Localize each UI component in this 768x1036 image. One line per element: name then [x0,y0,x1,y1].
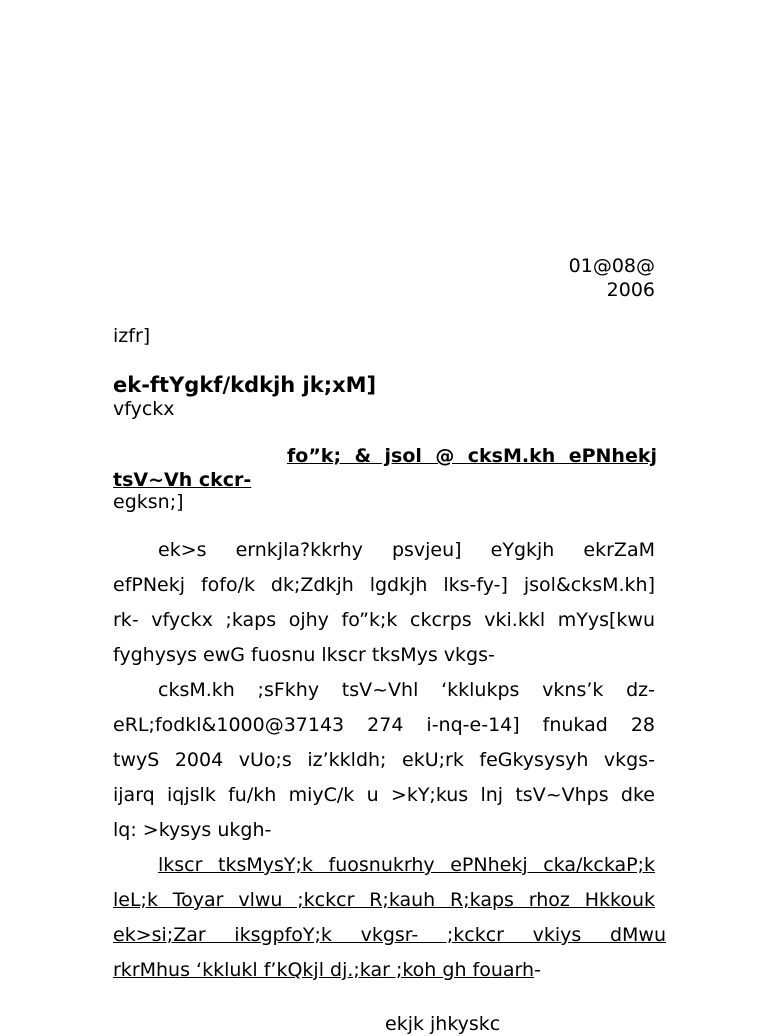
para1-line: fyghysys ewG fuosnu lkscr tksMys vkgs- [113,644,495,666]
para3-line: leL;k Toyar vlwu ;kckcr R;kauh R;kaps rhoz Hkkouk [113,889,655,911]
cut-off-line: ekjk jhkyskc [385,1013,501,1035]
para3-end-mark: - [534,959,541,981]
subject-line-2: tsV~Vh ckcr- [113,469,252,491]
subject-line-1: fo”k; & jsol @ cksM.kh ePNhekj [287,445,657,467]
para3-line: ek>si;Zar iksgpfoY;k vkgsr- ;kckcr vkiys dMwu [113,924,666,946]
copy-to-label: izfr] [113,325,151,347]
para2-line: ijarq iqjslk fu/kh miyC/k u >kY;kus lnj tsV~Vhps dke [113,784,655,806]
salutation: egksn;] [113,491,184,513]
para1-line: ek>s ernkjla?kkrhy psvjeu] eYgkjh ekrZaM [158,539,655,561]
para1-line: rk- vfyckx ;kaps ojhy fo”k;k ckcrps vki.kkl mYys[kwu [113,609,655,631]
letter-date [455,254,655,302]
para2-line: eRL;fodkl&1000@37143 274 i-nq-e-14] fnukad 28 [113,714,655,736]
para2-line: twyS 2004 vUo;s iz’kkldh; ekU;rk feGkysysyh vkgs- [113,749,655,771]
para3-last-line [113,958,541,982]
subject-line [113,444,657,492]
para3-line: lkscr tksMysY;k fuosnukrhy ePNhekj cka/kckaP;k [158,854,655,876]
date-line-2: 2006 [606,279,655,301]
para1-line: efPNekj fofo/k dk;Zdkjh lgdkjh lks-fy-] jsol&cksM.kh] [113,574,655,596]
para3-line: rkrMhus ‘kklukl f’kQkjl dj.;kar ;koh gh fouarh [113,959,535,981]
para2-line: lq: >kysys ukgh- [113,819,272,841]
date-line-1: 01@08@ [568,255,655,277]
para2-line: cksM.kh ;sFkhy tsV~Vhl ‘kklukps vkns’k dz- [158,679,655,701]
recipient-title: ek-ftYgkf/kdkjh jk;xM] [113,373,377,397]
recipient-place: vfyckx [113,398,175,420]
